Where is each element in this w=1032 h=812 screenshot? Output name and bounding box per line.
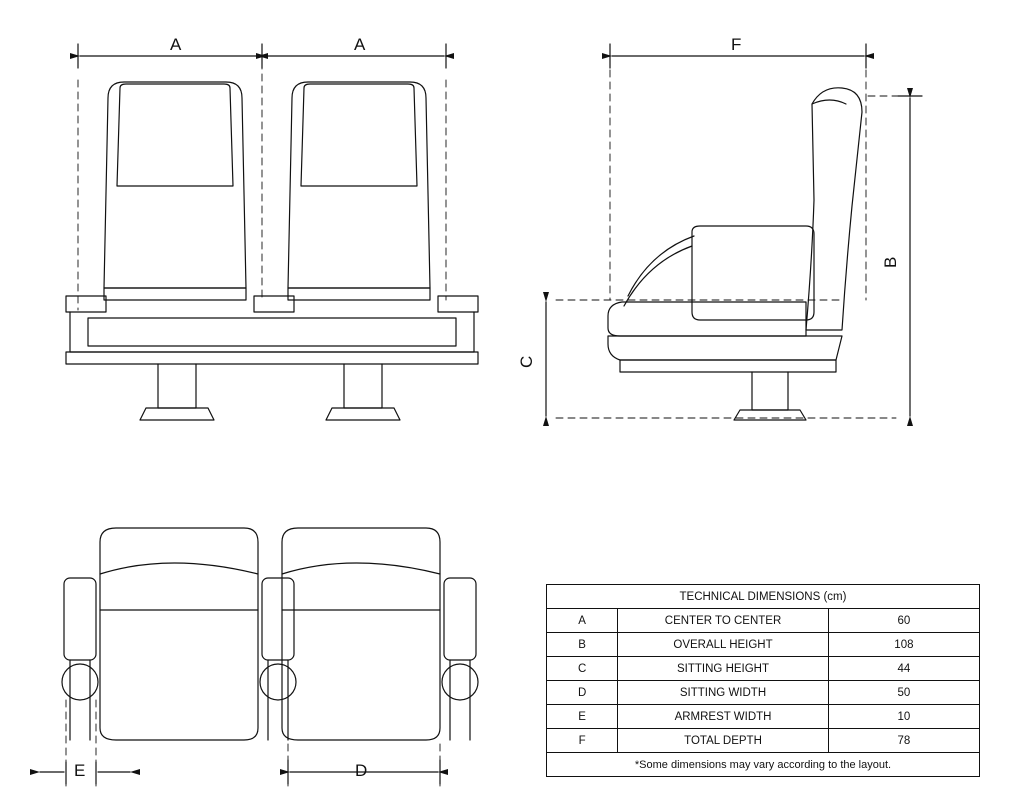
dimension-label-c: C xyxy=(517,355,536,368)
row-key: D xyxy=(547,681,618,705)
front-elevation-view xyxy=(66,82,478,420)
table-note: *Some dimensions may vary according to the layout. xyxy=(547,753,980,777)
row-key: E xyxy=(547,705,618,729)
plan-dimension-lines xyxy=(40,760,440,784)
row-description: SITTING WIDTH xyxy=(618,681,829,705)
row-description: CENTER TO CENTER xyxy=(618,609,829,633)
table-title-row xyxy=(547,585,980,609)
row-value: 60 xyxy=(828,609,979,633)
side-extension-lines xyxy=(556,70,902,418)
side-elevation-view xyxy=(608,88,862,420)
row-value: 50 xyxy=(828,681,979,705)
table-row xyxy=(547,633,980,657)
table-note-row xyxy=(547,753,980,777)
row-description: ARMREST WIDTH xyxy=(618,705,829,729)
table-row xyxy=(547,705,980,729)
dimension-label-f: F xyxy=(731,35,742,54)
table-row xyxy=(547,681,980,705)
table-row xyxy=(547,657,980,681)
row-key: B xyxy=(547,633,618,657)
plan-extension-lines xyxy=(66,700,440,786)
row-key: A xyxy=(547,609,618,633)
top-plan-view xyxy=(62,528,478,740)
table-row xyxy=(547,609,980,633)
table-row xyxy=(547,729,980,753)
row-key: F xyxy=(547,729,618,753)
row-value: 108 xyxy=(828,633,979,657)
dimension-label-a-left: A xyxy=(170,35,182,54)
row-value: 10 xyxy=(828,705,979,729)
dimension-label-d: D xyxy=(355,761,368,780)
front-dimension-lines xyxy=(78,44,446,68)
row-description: OVERALL HEIGHT xyxy=(618,633,829,657)
row-value: 44 xyxy=(828,657,979,681)
dimension-label-a-right: A xyxy=(354,35,366,54)
dimension-label-b: B xyxy=(881,256,900,268)
row-key: C xyxy=(547,657,618,681)
row-value: 78 xyxy=(828,729,979,753)
table-title: TECHNICAL DIMENSIONS (cm) xyxy=(547,585,980,609)
row-description: SITTING HEIGHT xyxy=(618,657,829,681)
technical-dimensions-table xyxy=(546,584,980,777)
dimension-label-e: E xyxy=(74,761,86,780)
row-description: TOTAL DEPTH xyxy=(618,729,829,753)
